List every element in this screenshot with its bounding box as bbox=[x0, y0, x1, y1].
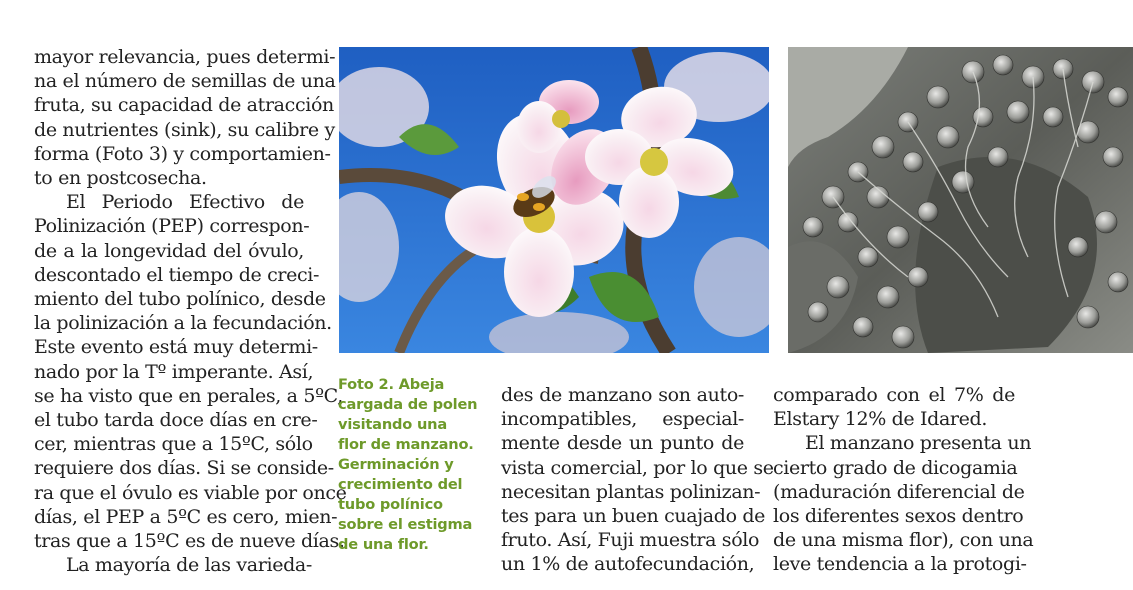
text-line: Polinización (PEP) correspon- bbox=[34, 215, 310, 238]
text-line: na el número de semillas de una bbox=[34, 70, 336, 93]
text-line: leve tendencia a la protogi- bbox=[773, 553, 1027, 576]
text-line: Elstary 12% de Idared. bbox=[773, 408, 988, 431]
text-line: (maduración diferencial de bbox=[773, 480, 1025, 503]
text-line: La mayoría de las varieda- bbox=[66, 554, 312, 577]
text-line: días, el PEP a 5ºC es cero, mien- bbox=[34, 505, 338, 528]
text-line: miento del tubo polínico, desde bbox=[34, 288, 326, 311]
text-line: un 1% de autofecundación, bbox=[501, 553, 755, 576]
caption-line: sobre el estigma bbox=[338, 516, 473, 533]
text-line: cierto grado de dicogamia bbox=[773, 456, 1018, 479]
text-line: tes para un buen cuajado de bbox=[501, 505, 766, 528]
text-line: de una misma flor), con una bbox=[773, 529, 1034, 552]
caption-line: Foto 2. Abeja bbox=[338, 376, 445, 393]
text-column-2 bbox=[501, 383, 774, 577]
text-line: mente desde un punto de bbox=[501, 432, 744, 455]
photo-caption bbox=[338, 375, 488, 555]
text-line: requiere dos días. Si se conside- bbox=[34, 457, 334, 480]
text-line: necesitan plantas polinizan- bbox=[501, 480, 761, 503]
caption-line: de una flor. bbox=[338, 536, 429, 553]
text-line: los diferentes sexos dentro bbox=[773, 505, 1024, 528]
text-line: de nutrientes (sink), su calibre y bbox=[34, 118, 335, 141]
text-line: tras que a 15ºC es de nueve días. bbox=[34, 530, 345, 553]
text-line: descontado el tiempo de creci- bbox=[34, 263, 320, 286]
text-line: El Periodo Efectivo de bbox=[66, 191, 304, 214]
text-line: el tubo tarda doce días en cre- bbox=[34, 409, 318, 432]
text-line: nado por la Tº imperante. Así, bbox=[34, 360, 314, 383]
text-line: ra que el óvulo es viable por once bbox=[34, 481, 347, 504]
text-line: comparado con el 7% de bbox=[773, 384, 1015, 406]
text-line: Este evento está muy determi- bbox=[34, 336, 318, 359]
text-line: forma (Foto 3) y comportamien- bbox=[34, 142, 331, 165]
pollen-micrograph-illustration bbox=[788, 47, 1133, 353]
text-line: to en postcosecha. bbox=[34, 167, 207, 190]
caption-line: crecimiento del bbox=[338, 476, 463, 493]
text-line: fruto. Así, Fuji muestra sólo bbox=[501, 529, 760, 552]
pollen-tube-micrograph-photo bbox=[788, 47, 1133, 353]
caption-line: flor de manzano. bbox=[338, 436, 474, 453]
text-line: se ha visto que en perales, a 5ºC, bbox=[34, 384, 343, 407]
text-line: mayor relevancia, pues determi- bbox=[34, 46, 336, 68]
text-column-1 bbox=[34, 45, 347, 577]
caption-line: cargada de polen bbox=[338, 396, 478, 413]
text-line: cer, mientras que a 15ºC, sólo bbox=[34, 433, 313, 456]
caption-line: Germinación y bbox=[338, 456, 454, 473]
text-line: la polinización a la fecundación. bbox=[34, 312, 332, 335]
text-column-3 bbox=[773, 383, 1034, 577]
text-line: incompatibles, especial- bbox=[501, 408, 744, 431]
text-line: El manzano presenta un bbox=[805, 432, 1032, 455]
text-line: des de manzano son auto- bbox=[501, 384, 744, 406]
apple-blossom-illustration bbox=[339, 47, 769, 353]
text-line: de a la longevidad del óvulo, bbox=[34, 239, 304, 262]
text-line: vista comercial, por lo que se bbox=[501, 456, 774, 479]
apple-blossom-bee-photo bbox=[339, 47, 769, 353]
caption-line: visitando una bbox=[338, 416, 447, 433]
text-line: fruta, su capacidad de atracción bbox=[34, 94, 334, 117]
caption-line: tubo polínico bbox=[338, 496, 443, 513]
